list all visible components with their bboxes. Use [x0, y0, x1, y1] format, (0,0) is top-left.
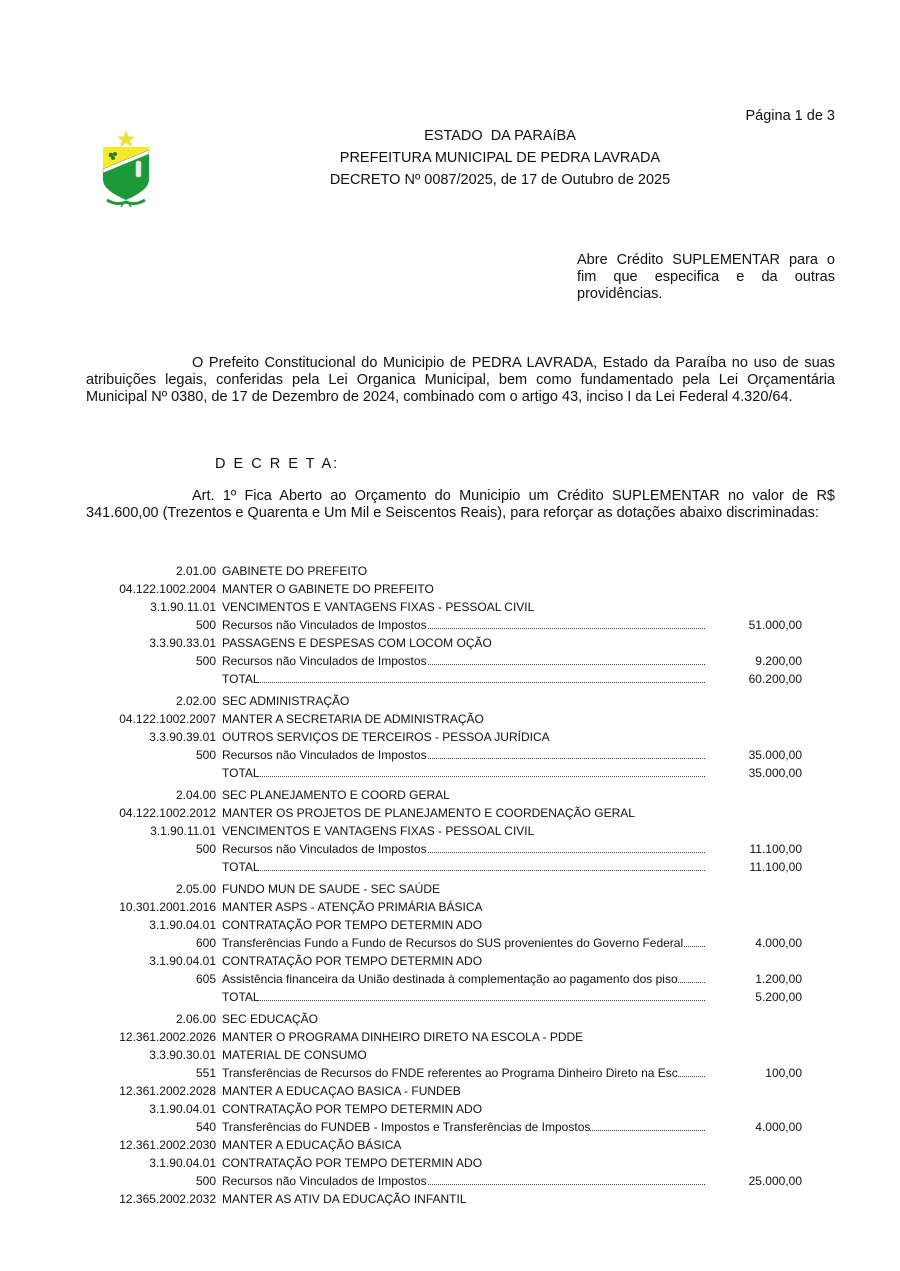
row-code: 3.3.90.33.01 — [149, 636, 216, 650]
row-code: 500 — [195, 842, 216, 856]
row-description: VENCIMENTOS E VANTAGENS FIXAS - PESSOAL CIVIL — [222, 600, 535, 614]
table-row-element — [86, 728, 806, 746]
row-description-leader — [222, 970, 705, 988]
row-description-leader — [222, 840, 705, 858]
row-code: 12.365.2002.2032 — [119, 1192, 216, 1206]
row-description-leader — [222, 616, 705, 634]
row-description-leader — [222, 1064, 705, 1082]
budget-allocation-table — [86, 562, 806, 1208]
row-value: 60.200,00 — [748, 672, 802, 686]
table-row-source — [86, 1172, 806, 1190]
table-row-action — [86, 1028, 806, 1046]
row-description: MANTER AS ATIV DA EDUCAÇÃO INFANTIL — [222, 1192, 467, 1206]
row-code: 3.1.90.11.01 — [150, 824, 216, 838]
state-title: ESTADO DA PARAíBA — [424, 128, 576, 144]
row-description: Transferências de Recursos do FNDE referentes ao Programa Dinheiro Direto na Esc — [222, 1066, 678, 1080]
row-code: 2.04.00 — [175, 788, 216, 802]
dot-leader — [222, 682, 705, 683]
dot-leader — [222, 776, 705, 777]
row-description: PASSAGENS E DESPESAS COM LOCOM OÇÃO — [222, 636, 492, 650]
row-value: 35.000,00 — [748, 748, 802, 762]
article-1-text: Art. 1º Fica Aberto ao Orçamento do Municipio um Crédito SUPLEMENTAR no valor de R$ 341.600,00 (Trezentos e Quarenta e Um Mil e Seiscentos Reais), para reforçar as dotações abaixo discriminadas: — [86, 488, 835, 521]
table-row-source — [86, 616, 806, 634]
row-description: CONTRATAÇÃO POR TEMPO DETERMIN ADO — [222, 954, 483, 968]
table-row-unit — [86, 692, 806, 710]
table-row-unit — [86, 562, 806, 580]
row-description: GABINETE DO PREFEITO — [222, 564, 368, 578]
row-code: 12.361.2002.2028 — [119, 1084, 216, 1098]
row-description: SEC PLANEJAMENTO E COORD GERAL — [222, 788, 450, 802]
row-description: TOTAL — [222, 990, 260, 1004]
document-header — [300, 125, 700, 191]
row-description-leader — [222, 858, 705, 876]
row-description: MANTER OS PROJETOS DE PLANEJAMENTO E COORDENAÇÃO GERAL — [222, 806, 635, 820]
table-row-element — [86, 952, 806, 970]
row-value: 5.200,00 — [755, 990, 802, 1004]
table-row-unit — [86, 786, 806, 804]
table-row-source — [86, 934, 806, 952]
row-code: 2.02.00 — [175, 694, 216, 708]
row-code: 12.361.2002.2030 — [119, 1138, 216, 1152]
row-description: SEC EDUCAÇÃO — [222, 1012, 319, 1026]
row-value: 11.100,00 — [749, 842, 802, 856]
row-description: VENCIMENTOS E VANTAGENS FIXAS - PESSOAL CIVIL — [222, 824, 535, 838]
row-code: 500 — [195, 618, 216, 632]
table-row-unit — [86, 880, 806, 898]
table-row-action — [86, 1190, 806, 1208]
row-code: 551 — [195, 1066, 216, 1080]
row-code: 3.3.90.39.01 — [149, 730, 216, 744]
table-row-element — [86, 1154, 806, 1172]
table-row-source — [86, 970, 806, 988]
table-row-element — [86, 634, 806, 652]
row-description: Recursos não Vinculados de Impostos — [222, 748, 427, 762]
row-value: 25.000,00 — [748, 1174, 802, 1188]
row-code: 3.1.90.04.01 — [149, 1156, 216, 1170]
row-description: MANTER A EDUCAÇAO BASICA - FUNDEB — [222, 1084, 461, 1098]
row-code: 600 — [195, 936, 216, 950]
row-value: 51.000,00 — [748, 618, 802, 632]
city-hall-title: PREFEITURA MUNICIPAL DE PEDRA LAVRADA — [339, 150, 661, 166]
table-row-unit — [86, 1010, 806, 1028]
row-description: MANTER O GABINETE DO PREFEITO — [222, 582, 434, 596]
row-description: Recursos não Vinculados de Impostos — [222, 842, 427, 856]
row-code: 3.3.90.30.01 — [149, 1048, 216, 1062]
row-description-leader — [222, 670, 705, 688]
row-code: 3.1.90.11.01 — [150, 600, 216, 614]
table-row-element — [86, 598, 806, 616]
row-code: 3.1.90.04.01 — [149, 954, 216, 968]
row-value: 11.100,00 — [749, 860, 802, 874]
table-row-source — [86, 652, 806, 670]
decreta-heading: D E C R E T A: — [215, 456, 340, 472]
row-description: CONTRATAÇÃO POR TEMPO DETERMIN ADO — [222, 1156, 483, 1170]
row-description-leader — [222, 988, 705, 1006]
row-code: 540 — [195, 1120, 216, 1134]
row-description: CONTRATAÇÃO POR TEMPO DETERMIN ADO — [222, 1102, 483, 1116]
table-row-action — [86, 710, 806, 728]
table-row-source — [86, 746, 806, 764]
table-row-action — [86, 580, 806, 598]
row-description: MATERIAL DE CONSUMO — [222, 1048, 367, 1062]
row-description: MANTER O PROGRAMA DINHEIRO DIRETO NA ESCOLA - PDDE — [222, 1030, 584, 1044]
decree-title: DECRETO Nº 0087/2025, de 17 de Outubro de 2025 — [329, 172, 671, 188]
row-code: 3.1.90.04.01 — [149, 918, 216, 932]
table-row-element — [86, 1100, 806, 1118]
row-description: FUNDO MUN DE SAUDE - SEC SAÚDE — [222, 882, 441, 896]
row-code: 2.01.00 — [175, 564, 216, 578]
row-description: Recursos não Vinculados de Impostos — [222, 654, 427, 668]
row-description: Recursos não Vinculados de Impostos — [222, 618, 427, 632]
row-description-leader — [222, 1118, 705, 1136]
table-row-source — [86, 840, 806, 858]
row-value: 4.000,00 — [755, 1120, 802, 1134]
dot-leader — [222, 1000, 705, 1001]
row-value: 9.200,00 — [755, 654, 802, 668]
row-description: TOTAL — [222, 672, 260, 686]
row-description-leader — [222, 934, 705, 952]
row-value: 35.000,00 — [748, 766, 802, 780]
row-description: MANTER A SECRETARIA DE ADMINISTRAÇÃO — [222, 712, 484, 726]
row-description: MANTER ASPS - ATENÇÃO PRIMÁRIA BÁSICA — [222, 900, 483, 914]
row-description: Transferências Fundo a Fundo de Recursos do SUS provenientes do Governo Federal — [222, 936, 684, 950]
row-value: 1.200,00 — [755, 972, 802, 986]
table-row-action — [86, 804, 806, 822]
row-description: OUTROS SERVIÇOS DE TERCEIROS - PESSOA JURÍDICA — [222, 730, 550, 744]
row-code: 2.06.00 — [175, 1012, 216, 1026]
row-description: Recursos não Vinculados de Impostos — [222, 1174, 427, 1188]
row-description-leader — [222, 764, 705, 782]
row-description: Assistência financeira da União destinada à complementação ao pagamento dos piso — [222, 972, 678, 986]
row-code: 04.122.1002.2012 — [119, 806, 216, 820]
row-description: CONTRATAÇÃO POR TEMPO DETERMIN ADO — [222, 918, 483, 932]
table-row-total — [86, 988, 806, 1006]
row-description: Transferências do FUNDEB - Impostos e Transferências de Impostos — [222, 1120, 591, 1134]
page-number: Página 1 de 3 — [745, 108, 835, 124]
table-row-source — [86, 1118, 806, 1136]
row-code: 10.301.2001.2016 — [119, 900, 216, 914]
dot-leader — [222, 870, 705, 871]
row-code: 04.122.1002.2004 — [119, 582, 216, 596]
row-code: 500 — [195, 1174, 216, 1188]
row-value: 100,00 — [765, 1066, 802, 1080]
table-row-action — [86, 1082, 806, 1100]
table-row-total — [86, 670, 806, 688]
row-description: MANTER A EDUCAÇÃO BÁSICA — [222, 1138, 402, 1152]
table-row-action — [86, 1136, 806, 1154]
row-description: TOTAL — [222, 766, 260, 780]
row-value: 4.000,00 — [755, 936, 802, 950]
table-row-total — [86, 858, 806, 876]
row-description-leader — [222, 1172, 705, 1190]
article-1-paragraph — [86, 488, 835, 522]
coat-of-arms-icon — [97, 128, 155, 208]
row-code: 500 — [195, 748, 216, 762]
row-description-leader — [222, 652, 705, 670]
row-code: 2.05.00 — [175, 882, 216, 896]
row-description-leader — [222, 746, 705, 764]
row-code: 12.361.2002.2026 — [119, 1030, 216, 1044]
table-row-total — [86, 764, 806, 782]
row-description: TOTAL — [222, 860, 260, 874]
row-code: 04.122.1002.2007 — [119, 712, 216, 726]
row-code: 3.1.90.04.01 — [149, 1102, 216, 1116]
table-row-element — [86, 916, 806, 934]
table-row-element — [86, 822, 806, 840]
row-description: SEC ADMINISTRAÇÃO — [222, 694, 350, 708]
table-row-action — [86, 898, 806, 916]
table-row-source — [86, 1064, 806, 1082]
decree-summary: Abre Crédito SUPLEMENTAR para o fim que especifica e da outras providências. — [577, 252, 835, 302]
intro-paragraph-text: O Prefeito Constitucional do Municipio de PEDRA LAVRADA, Estado da Paraíba no uso de suas atribuições legais, conferidas pela Lei Organica Municipal, bem como fundamentado pela Lei Orçamentária Municipal Nº 0380, de 17 de Dezembro de 2024, combinado com o artigo 43, inciso I da Lei Federal 4.320/64. — [86, 355, 835, 405]
table-row-element — [86, 1046, 806, 1064]
row-code: 605 — [195, 972, 216, 986]
intro-paragraph — [86, 355, 835, 406]
row-code: 500 — [195, 654, 216, 668]
